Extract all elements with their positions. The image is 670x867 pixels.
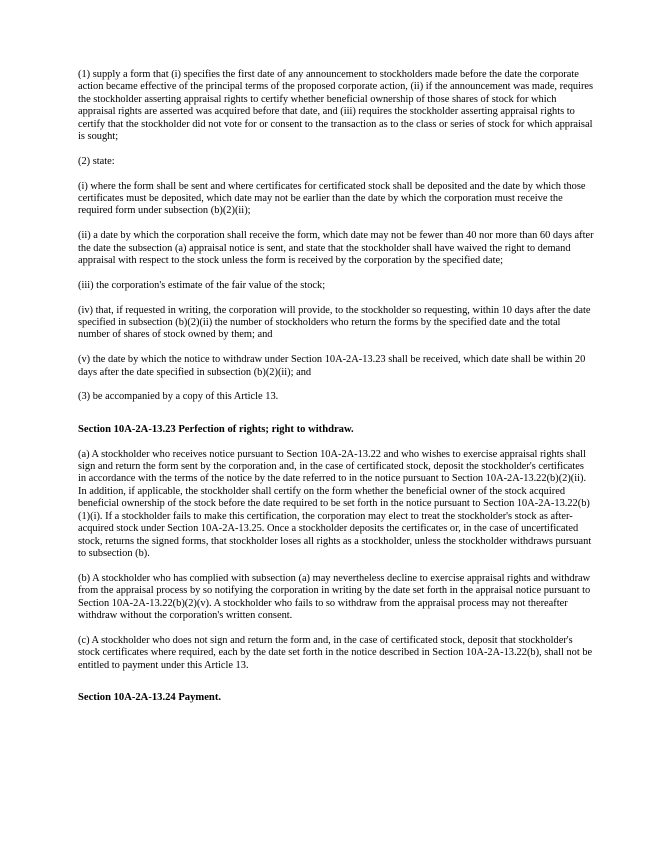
paragraph-a-perfection: (a) A stockholder who receives notice pursuant to Section 10A-2A-13.22 and who wishes to exercise appraisal rights shall sign and return the form sent by the corporation and, in the case of certificated stock, deposit the stockholder's certificates in accordance with the terms of the notice by the date referred to in the notice pursuant to Section 10A-2A-13.22(b)(2)(ii). In addition, if applicable, the stockholder shall certify on the form whether the beneficial owner of the stock acquired beneficial ownership of the stock before the date required to be set forth in the notice pursuant to Section 10A-2A-13.22(b)(1)(i). If a stockholder fails to make this certification, the corporation may elect to treat the stockholder's stock as after-acquired stock under Section 10A-2A-13.25. Once a stockholder deposits the certificates or, in the case of uncertificated stock, returns the signed forms, that stockholder loses all rights as a stockholder, unless the stockholder withdraws pursuant to subsection (b).	[78, 448, 592, 559]
subparagraph-iii-fair-value: (iii) the corporation's estimate of the fair value of the stock;	[78, 279, 326, 291]
subparagraph-v-withdraw-date: (v) the date by which the notice to withdraw under Section 10A-2A-13.23 shall be received, which date shall be within 20 days after the date specified in subsection (b)(2)(ii); and	[78, 354, 586, 378]
paragraph-b-withdraw: (b) A stockholder who has complied with subsection (a) may nevertheless decline to exercise appraisal rights and withdraw from the appraisal process by so notifying the corporation in writing by the date set forth in the appraisal notice pursuant to Section 10A-2A-13.22(b)(2)(v). A stockholder who fails to so withdraw from the appraisal process may not thereafter withdraw without the corporation's written consent.	[78, 572, 591, 621]
subparagraph-iv-requested-writing: (iv) that, if requested in writing, the corporation will provide, to the stockholder so requesting, within 10 days after the date specified in subsection (b)(2)(ii) the number of stockholders who return the forms by the specified date and the total number of shares of stock owned by them; and	[78, 304, 591, 341]
section-heading-13-23: Section 10A-2A-13.23 Perfection of rights; right to withdraw.	[78, 423, 354, 435]
document-content	[78, 69, 594, 717]
paragraph-c-not-sign: (c) A stockholder who does not sign and return the form and, in the case of certificated stock, deposit that stockholder's stock certificates where required, each by the date set forth in the notice described in Section 10A-2A-13.22(b), shall not be entitled to payment under this Article 13.	[78, 634, 593, 671]
subparagraph-i-form-sent: (i) where the form shall be sent and where certificates for certificated stock shall be deposited and the date by which those certificates must be deposited, which date may not be earlier than the date by which the corporation must receive the required form under subsection (b)(2)(ii);	[78, 180, 586, 217]
section-heading-13-24: Section 10A-2A-13.24 Payment.	[78, 691, 221, 703]
paragraph-1-supply-form: (1) supply a form that (i) specifies the first date of any announcement to stockholders made before the date the corporate action became effective of the principal terms of the proposed corporate action, (ii) if the announcement was made, requires the stockholder asserting appraisal rights to certify whether beneficial ownership of those shares of stock for which appraisal rights are asserted was acquired before that date, and (iii) requires the stockholder asserting appraisal rights to certify that the stockholder did not vote for or consent to the transaction as to the class or series of stock for which appraisal is sought;	[78, 69, 594, 143]
paragraph-2-state: (2) state:	[78, 155, 115, 167]
subparagraph-ii-receive-date: (ii) a date by which the corporation shall receive the form, which date may not be fewer than 40 nor more than 60 days after the date the subsection (a) appraisal notice is sent, and state that the stockholder shall have waived the right to demand appraisal with respect to the stock unless the form is received by the corporation by the specified date;	[78, 230, 594, 267]
paragraph-3-accompanied-copy: (3) be accompanied by a copy of this Article 13.	[78, 391, 279, 403]
